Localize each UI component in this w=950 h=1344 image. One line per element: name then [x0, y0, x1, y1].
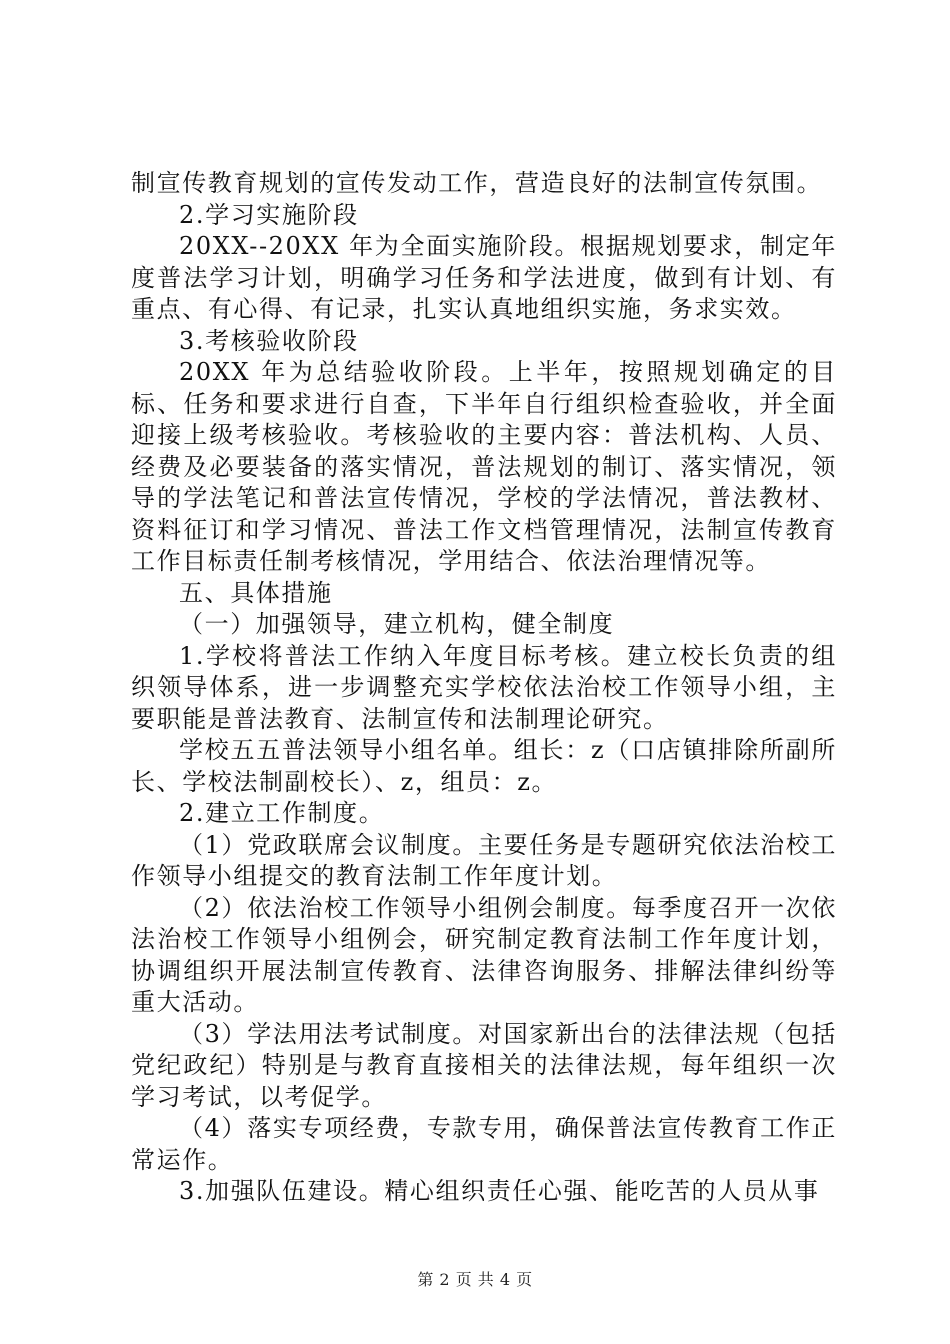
- paragraph-system-3: （3）学法用法考试制度。对国家新出台的法律法规（包括党纪政纪）特别是与教育直接相关的法律法规，每年组织一次学习考试，以考促学。: [131, 1019, 837, 1111]
- paragraph-leadership: 1.学校将普法工作纳入年度目标考核。建立校长负责的组织领导体系，进一步调整充实学校依法治校工作领导小组，主要职能是普法教育、法制宣传和法制理论研究。: [131, 641, 837, 733]
- heading-measures: 五、具体措施: [179, 578, 333, 607]
- paragraph-study-stage: 20XX--20XX 年为全面实施阶段。根据规划要求，制定年度普法学习计划，明确学习任务和学法进度，做到有计划、有重点、有心得、有记录，扎实认真地组织实施，务求实效。: [131, 232, 837, 323]
- paragraph-group-list: 学校五五普法领导小组名单。组长：z（口店镇排除所副所长、学校法制副校长）、z，组员：z。: [131, 736, 837, 796]
- heading-study-stage: 2.学习实施阶段: [179, 200, 359, 229]
- subheading-leadership: （一）加强领导，建立机构，健全制度: [179, 610, 615, 638]
- paragraph-continuation: 制宣传教育规划的宣传发动工作，营造良好的法制宣传氛围。: [131, 169, 823, 197]
- paragraph-system-2: （2）依法治校工作领导小组例会制度。每季度召开一次依法治校工作领导小组例会，研究制定教育法制工作年度计划，协调组织开展法制宣传教育、法律咨询服务、排解法律纠纷等重大活动。: [131, 893, 837, 1016]
- heading-assessment-stage: 3.考核验收阶段: [179, 326, 359, 355]
- page-number-footer: 第 2 页 共 4 页: [417, 1270, 533, 1289]
- paragraph-system-1: （1）党政联席会议制度。主要任务是专题研究依法治校工作领导小组提交的教育法制工作年度计划。: [131, 830, 837, 890]
- document-body: [131, 168, 837, 1208]
- heading-work-system: 2.建立工作制度。: [179, 799, 385, 827]
- paragraph-team-building: 3.加强队伍建设。精心组织责任心强、能吃苦的人员从事: [179, 1177, 820, 1205]
- paragraph-system-4: （4）落实专项经费，专款专用，确保普法宣传教育工作正常运作。: [131, 1114, 837, 1174]
- paragraph-assessment-stage: 20XX 年为总结验收阶段。上半年，按照规划确定的目标、任务和要求进行自查，下半年自行组织检查验收，并全面迎接上级考核验收。考核验收的主要内容：普法机构、人员、经费及必要装备的落实情况，普法规划的制订、落实情况，领导的学法笔记和普法宣传情况，学校的学法情况，普法教材、资料征订和学习情况、普法工作文档管理情况，法制宣传教育工作目标责任制考核情况，学用结合、依法治理情况等。: [131, 358, 837, 575]
